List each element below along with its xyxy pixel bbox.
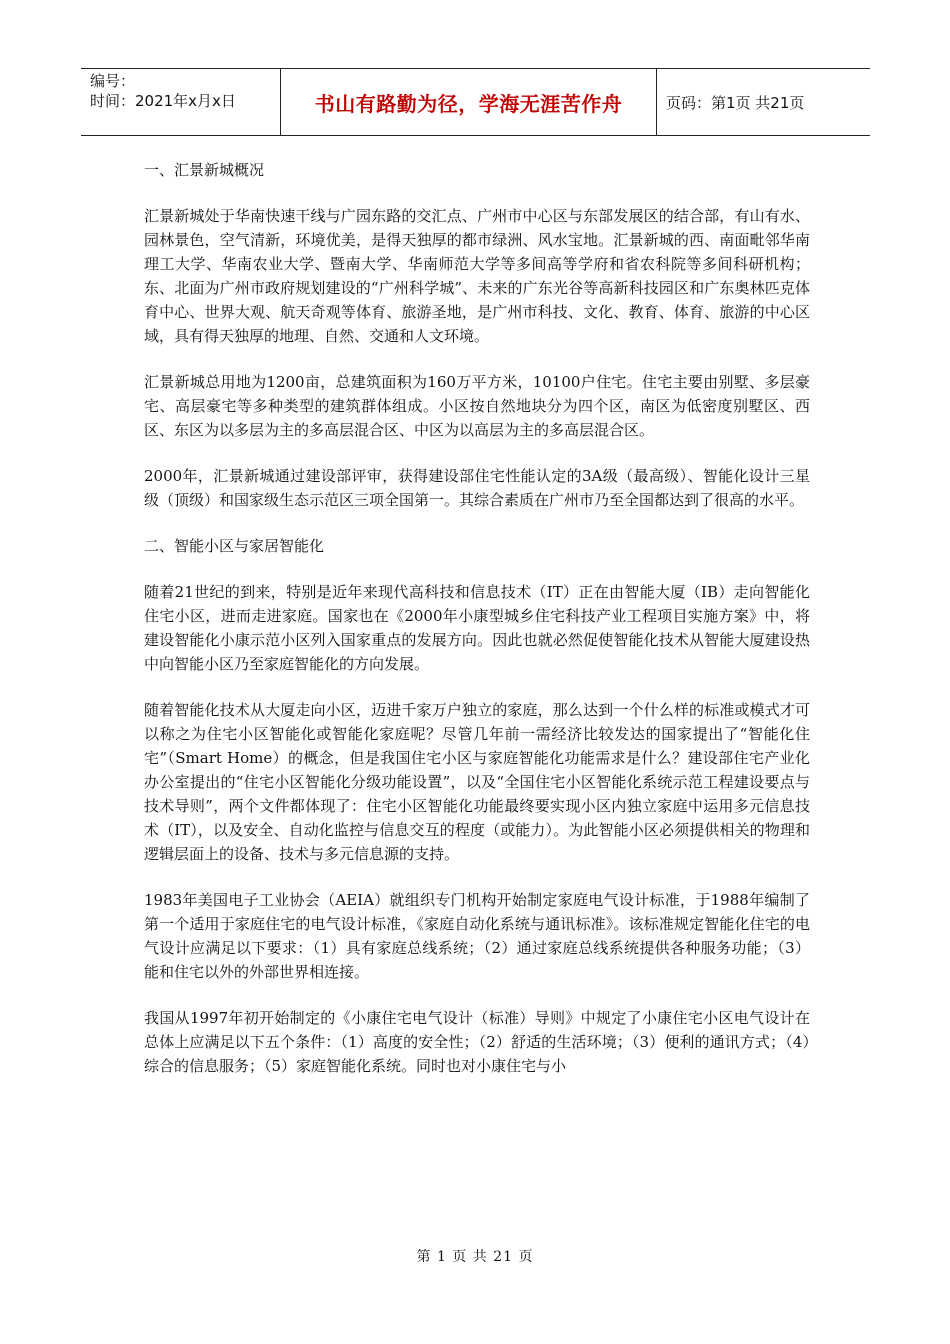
paragraph-7: 我国从1997年初开始制定的《小康住宅电气设计（标准）导则》中规定了小康住宅小区电气设计在总体上应满足以下五个条件：（1）高度的安全性；（2）舒适的生活环境；（3）便利的通讯方式；（4）综合的信息服务；（5）家庭智能化系统。同时也对小康住宅与小 <box>144 1009 810 1075</box>
paragraph-6: 1983年美国电子工业协会（AEIA）就组织专门机构开始制定家庭电气设计标准，于1988年编制了第一个适用于家庭住宅的电气设计标准，《家庭自动化系统与通讯标准》。该标准规定智能化住宅的电气设计应满足以下要求：（1）具有家庭总线系统；（2）通过家庭总线系统提供各种服务功能；（3）能和住宅以外的外部世界相连接。 <box>144 891 810 981</box>
section-heading-2: 二、智能小区与家居智能化 <box>144 537 325 555</box>
header-meta <box>81 69 281 135</box>
page-footer: 第 1 页 共 21 页 <box>416 1249 534 1265</box>
paragraph-3: 2000年，汇景新城通过建设部评审，获得建设部住宅性能认定的3A级（最高级）、智能化设计三星级（顶级）和国家级生态示范区三项全国第一。其综合素质在广州市乃至全国都达到了很高的水平。 <box>144 467 810 509</box>
document-body <box>144 158 810 1100</box>
section-heading-1: 一、汇景新城概况 <box>144 161 265 179</box>
document-number-label: 编号： <box>90 72 136 90</box>
paragraph-1: 汇景新城处于华南快速干线与广园东路的交汇点、广州市中心区与东部发展区的结合部，有山有水、园林景色，空气清新，环境优美，是得天独厚的都市绿洲、风水宝地。汇景新城的西、南面毗邻华南理工大学、华南农业大学、暨南大学、华南师范大学等多间高等学府和省农科院等多间科研机构；东、北面为广州市政府规划建设的“广州科学城”、未来的广东光谷等高新科技园区和广东奥林匹克体育中心、世界大观、航天奇观等体育、旅游圣地，是广州市科技、文化、教育、体育、旅游的中心区域，具有得天独厚的地理、自然、交通和人文环境。 <box>144 207 810 345</box>
page-header <box>81 68 870 136</box>
header-page-info: 页码：第1页 共21页 <box>666 93 805 112</box>
document-date: 时间：2021年x月x日 <box>90 92 236 110</box>
header-motto: 书山有路勤为径，学海无涯苦作舟 <box>281 69 657 135</box>
paragraph-4: 随着21世纪的到来，特别是近年来现代高科技和信息技术（IT）正在由智能大厦（IB）走向智能化住宅小区，进而走进家庭。国家也在《2000年小康型城乡住宅科技产业工程项目实施方案》中，将建设智能化小康示范小区列入国家重点的发展方向。因此也就必然促使智能化技术从智能大厦建设热中向智能小区乃至家庭智能化的方向发展。 <box>144 583 810 673</box>
paragraph-2: 汇景新城总用地为1200亩，总建筑面积为160万平方米，10100户住宅。住宅主要由别墅、多层豪宅、高层豪宅等多种类型的建筑群体组成。小区按自然地块分为四个区，南区为低密度别墅区、西区、东区为以多层为主的多高层混合区、中区为以高层为主的多高层混合区。 <box>144 373 810 439</box>
paragraph-5: 随着智能化技术从大厦走向小区，迈进千家万户独立的家庭，那么达到一个什么样的标准或模式才可以称之为住宅小区智能化或智能化家庭呢？尽管几年前一需经济比较发达的国家提出了“智能化住宅”（Smart Home）的概念，但是我国住宅小区与家庭智能化功能需求是什么？建设部住宅产业化办公室提出的“住宅小区智能化分级功能设置”，以及“全国住宅小区智能化系统示范工程建设要点与技术导则”，两个文件都体现了：住宅小区智能化功能最终要实现小区内独立家庭中运用多元信息技术（IT），以及安全、自动化监控与信息交互的程度（或能力）。为此智能小区必须提供相关的物理和逻辑层面上的设备、技术与多元信息源的支持。 <box>144 701 810 863</box>
